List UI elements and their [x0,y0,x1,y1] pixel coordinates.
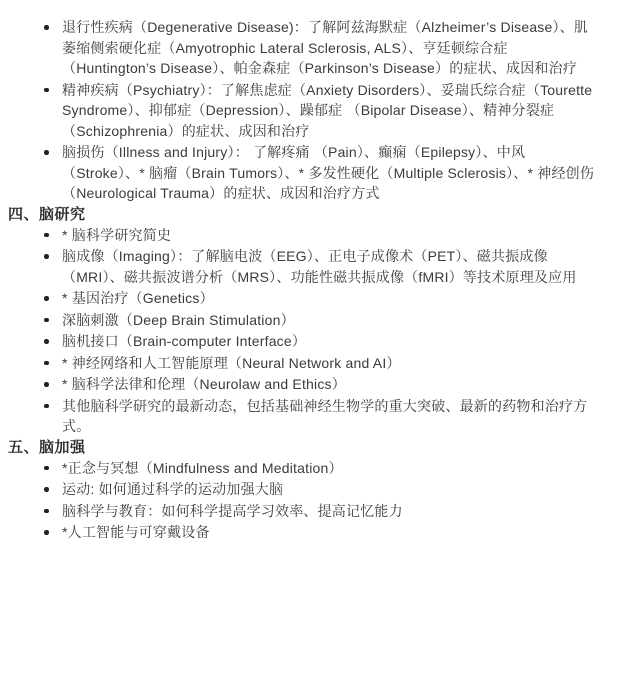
list-item [62,479,600,500]
bullet-list-research [8,225,625,437]
bullet-list-diseases [8,17,625,204]
list-item-text: 精神疾病（Psychiatry）：了解焦虑症（Anxiety Disorders）、妥瑞氏综合症（Tourette Syndrome）、抑郁症（Depression）、躁郁症 （Bipolar Disease）、精神分裂症（Schizophrenia）的症状、成因和治疗 [62,81,593,139]
bullet-icon [44,509,49,514]
bullet-icon [44,404,49,409]
bullet-icon [44,233,49,238]
section-brain-enhancement [8,438,625,543]
list-item [62,374,600,395]
list-item [62,17,600,79]
list-item-text: * 脑科学法律和伦理（Neurolaw and Ethics） [62,376,346,392]
list-item-text: 退行性疾病（Degenerative Disease)：了解阿兹海默症（Alzheimer’s Disease）、肌萎缩侧索硬化症（Amyotrophic Lateral Sclerosis, ALS）、亨廷顿综合症（Huntington’s Disease）、帕金森症（Parkinson’s Disease）的症状、成因和治疗 [62,19,589,76]
list-item-text: *正念与冥想（Mindfulness and Meditation） [62,459,343,476]
list-item [62,522,600,543]
list-item [62,246,600,287]
bullet-icon [44,530,49,535]
list-item-text: * 神经网络和人工智能原理（Neural Network and AI） [62,354,401,371]
list-item-text: 脑机接口（Brain-computer Interface） [62,333,307,349]
section-heading: 四、脑研究 [8,205,86,223]
list-item-text: *人工智能与可穿戴设备 [62,524,210,540]
bullet-icon [44,339,49,344]
list-item [62,458,600,479]
bullet-icon [44,254,49,259]
bullet-icon [44,296,49,301]
bullet-icon [44,318,49,323]
list-item-text: 脑科学与教育：如何科学提高学习效率、提高记忆能力 [62,502,403,519]
list-item [62,396,600,437]
list-item [62,331,600,352]
list-item [62,310,600,331]
list-item [62,225,600,246]
list-item-text: 脑损伤（Illness and Injury）： 了解疼痛 （Pain）、癫痫（Epilepsy）、中风（Stroke）、* 脑瘤（Brain Tumors）、* 多发性硬化（Multiple Sclerosis）、* 神经创伤（Neurological Trauma）的症状、成因和治疗方式 [62,144,595,201]
bullet-icon [44,466,49,471]
section-brain-research [8,205,625,437]
bullet-icon [44,150,49,155]
bullet-icon [44,88,49,93]
list-item-text: * 脑科学研究简史 [62,226,172,243]
list-item-text: 其他脑科学研究的最新动态，包括基础神经生物学的重大突破、最新的药物和治疗方式。 [62,397,588,434]
list-item [62,142,600,204]
list-item [62,288,600,309]
list-item-text: 运动: 如何通过科学的运动加强大脑 [62,481,284,497]
list-item-text: 脑成像（Imaging）：了解脑电波（EEG）、正电子成像术（PET）、磁共振成像（MRI）、磁共振波谱分析（MRS）、功能性磁共振成像（fMRI）等技术原理及应用 [62,248,577,285]
section-brain-diseases [8,17,625,204]
bullet-icon [44,382,49,387]
bullet-icon [44,487,49,492]
list-item [62,501,600,522]
section-heading: 五、脑加强 [8,438,86,456]
list-item [62,353,600,374]
bullet-icon [44,25,49,30]
bullet-list-enhancement [8,458,625,543]
list-item [62,80,600,142]
bullet-icon [44,361,49,366]
list-item-text: * 基因治疗（Genetics） [62,290,214,306]
list-item-text: 深脑刺激（Deep Brain Stimulation） [62,311,295,328]
